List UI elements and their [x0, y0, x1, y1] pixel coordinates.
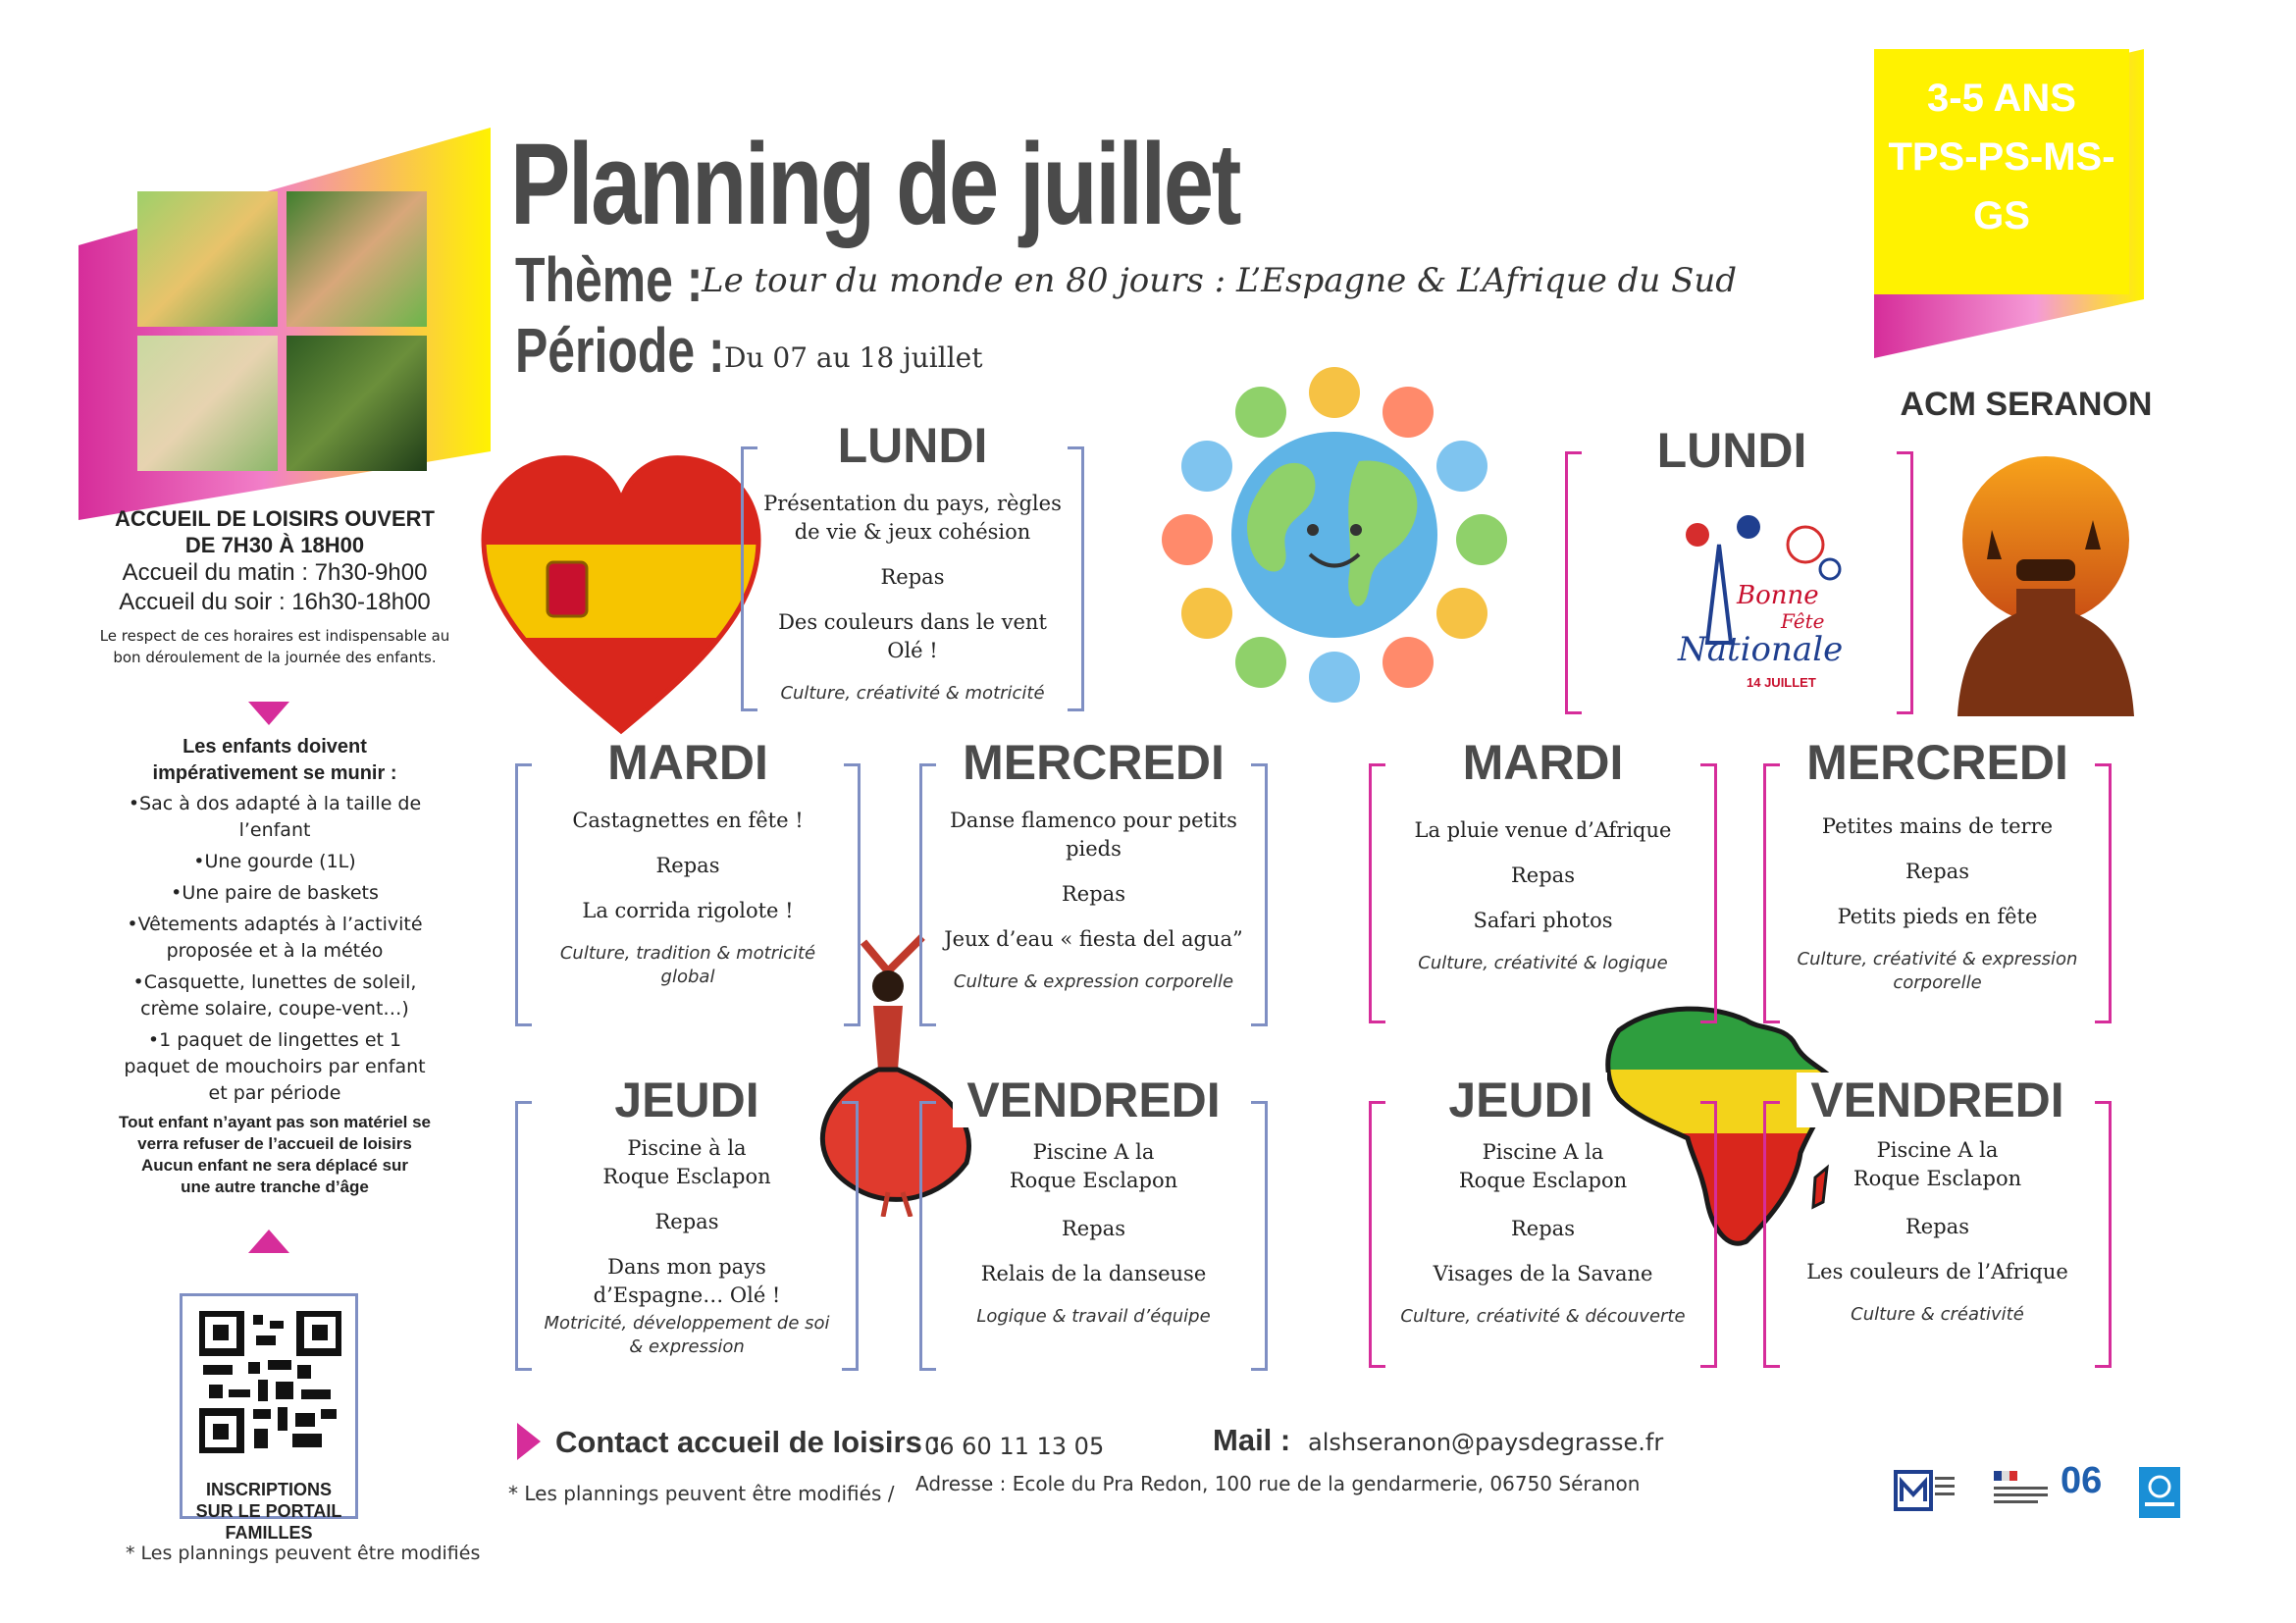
- hours-title-2: DE 7H30 À 18H00: [184, 533, 365, 557]
- day-box-mardi-2: [1369, 735, 1717, 1023]
- departement-06-logo: 06: [2061, 1460, 2103, 1501]
- bring-item: •Casquette, lunettes de soleil, crème solaire, coupe-vent…): [132, 971, 417, 1020]
- day-name: JEUDI: [1435, 1073, 1606, 1127]
- triangle-down-icon: [248, 702, 289, 727]
- activity-note: Culture, tradition & motricité global: [559, 943, 816, 987]
- activity-afternoon: Jeux d’eau « fiesta del agua”: [944, 927, 1243, 951]
- africa-silhouette-illustration: [1918, 442, 2173, 716]
- spain-heart-illustration: [479, 446, 763, 751]
- activity-morning: Piscine à la Roque Esclapon: [602, 1136, 771, 1188]
- activity-repas: Repas: [1511, 1217, 1575, 1240]
- fete-word-2: Fête: [1781, 609, 1825, 633]
- activity-morning: Castagnettes en fête !: [572, 809, 804, 832]
- photo-child-1: [137, 191, 278, 327]
- day-name: LUNDI: [1644, 423, 1821, 478]
- triangle-right-icon: [517, 1423, 541, 1460]
- activity-repas: Repas: [880, 565, 945, 589]
- day-name: MARDI: [594, 735, 782, 790]
- contact-phone[interactable]: 06 60 11 13 05: [924, 1433, 1105, 1460]
- activity-afternoon: Des couleurs dans le vent Olé !: [778, 610, 1047, 662]
- activity-note: Logique & travail d’équipe: [976, 1306, 1211, 1327]
- photo-collage: [137, 191, 427, 471]
- evening-hours: Accueil du soir : 16h30-18h00: [119, 589, 431, 615]
- age-badge: [1874, 49, 2129, 294]
- morning-hours: Accueil du matin : 7h30-9h00: [122, 559, 428, 586]
- day-box-vendredi-2: [1763, 1073, 2112, 1368]
- activity-afternoon: Dans mon pays d’Espagne… Olé !: [593, 1255, 781, 1307]
- caf-logo-icon: [2139, 1467, 2180, 1518]
- day-box-vendredi-1: [919, 1073, 1268, 1371]
- fete-word-3: Nationale: [1678, 630, 1844, 669]
- photo-children-2: [287, 191, 427, 327]
- day-name: MERCREDI: [949, 735, 1238, 790]
- photo-bikes-4: [287, 336, 427, 471]
- activity-morning: Petites mains de terre: [1821, 814, 2054, 838]
- activity-morning: La pluie venue d’Afrique: [1414, 818, 1672, 842]
- activity-repas: Repas: [1062, 882, 1125, 906]
- activity-afternoon: Petits pieds en fête: [1837, 905, 2038, 928]
- qr-code-icon[interactable]: [199, 1311, 341, 1453]
- day-box-mardi-1: [515, 735, 861, 1026]
- activity-afternoon: Safari photos: [1473, 909, 1613, 932]
- day-box-lundi-2: [1565, 423, 1913, 714]
- age-warning: Aucun enfant ne sera déplacé sur une autre tranche d’âge: [140, 1156, 409, 1196]
- activity-afternoon: Les couleurs de l’Afrique: [1806, 1260, 2068, 1283]
- bring-items: [118, 791, 432, 1107]
- activity-afternoon: Visages de la Savane: [1433, 1262, 1653, 1285]
- sidebar-footnote: * Les plannings peuvent être modifiés: [126, 1543, 481, 1564]
- day-box-lundi-1: [741, 418, 1084, 711]
- bring-item: •Une paire de baskets: [171, 882, 379, 904]
- day-box-mercredi-2: [1763, 735, 2112, 1023]
- theme-value: Le tour du monde en 80 jours : L’Espagne & L’Afrique du Sud: [702, 261, 1738, 300]
- bring-item: •Vêtements adaptés à l’activité proposée et à la météo: [127, 914, 423, 962]
- triangle-up-icon: [248, 1230, 289, 1255]
- activity-morning: Piscine A la Roque Esclapon: [1852, 1138, 2022, 1190]
- age-badge-line1: 3-5 ANS: [1927, 77, 2076, 120]
- footer-note: * Les plannings peuvent être modifiés /: [508, 1482, 895, 1505]
- age-badge-line2: TPS-PS-MS-: [1888, 135, 2115, 179]
- activity-note: Culture & créativité: [1851, 1304, 2024, 1325]
- periode-value: Du 07 au 18 juillet: [724, 341, 983, 374]
- footer-address: Adresse : Ecole du Pra Redon, 100 rue de la gendarmerie, 06750 Séranon: [915, 1472, 1641, 1495]
- qr-box[interactable]: [180, 1293, 358, 1543]
- day-name: LUNDI: [824, 418, 1002, 473]
- material-warning: Tout enfant n’ayant pas son matériel se verra refuser de l’accueil de loisirs: [118, 1113, 432, 1153]
- activity-repas: Repas: [1905, 860, 1969, 883]
- msa-logo-icon: [1894, 1467, 1957, 1516]
- activity-afternoon: Relais de la danseuse: [980, 1262, 1207, 1285]
- day-name: MERCREDI: [1793, 735, 2082, 790]
- theme-label: Thème :: [515, 244, 704, 315]
- globe-hands-illustration: [1148, 353, 1521, 707]
- contact-label: Contact accueil de loisirs :: [555, 1425, 941, 1459]
- bring-item: •Sac à dos adapté à la taille de l’enfant: [128, 793, 422, 841]
- activity-note: Culture, créativité & expression corporelle: [1797, 949, 2078, 993]
- activity-note: Motricité, développement de soi & expression: [544, 1313, 830, 1357]
- inscriptions-label[interactable]: INSCRIPTIONS SUR LE PORTAIL FAMILLES: [195, 1480, 342, 1543]
- activity-afternoon: La corrida rigolote !: [582, 899, 794, 922]
- bring-item: •1 paquet de lingettes et 1 paquet de mouchoirs par enfant et par période: [124, 1029, 426, 1104]
- day-name: JEUDI: [600, 1073, 772, 1127]
- activity-note: Culture, créativité & logique: [1418, 953, 1668, 973]
- activity-morning: Piscine A la Roque Esclapon: [1458, 1140, 1628, 1192]
- bring-title: Les enfants doivent impérativement se munir :: [152, 736, 397, 784]
- fete-word-1: Bonne: [1737, 581, 1819, 610]
- activity-repas: Repas: [1062, 1217, 1125, 1240]
- spain-coat-of-arms-icon: [548, 562, 587, 616]
- age-badge-line3: GS: [1973, 194, 2030, 237]
- hours-respect-note: Le respect de ces horaires est indispensable au bon déroulement de la journée des enfants.: [99, 627, 450, 666]
- day-box-jeudi-1: [515, 1073, 859, 1371]
- activity-morning: Piscine A la Roque Esclapon: [1009, 1140, 1178, 1192]
- bring-list: [78, 734, 471, 1198]
- activity-note: Culture, créativité & motricité: [780, 683, 1045, 704]
- activity-repas: Repas: [1511, 864, 1575, 887]
- day-name: MARDI: [1449, 735, 1638, 790]
- day-name: VENDREDI: [953, 1073, 1233, 1127]
- elephant-icon: [2016, 559, 2075, 581]
- fete-date: 14 JUILLET: [1747, 675, 1816, 690]
- opening-hours: [78, 505, 471, 668]
- activity-morning: Danse flamenco pour petits pieds: [950, 809, 1237, 861]
- day-box-mercredi-1: [919, 735, 1268, 1026]
- acm-title: ACM SERANON: [1900, 386, 2153, 423]
- activity-note: Culture & expression corporelle: [953, 971, 1234, 992]
- day-box-jeudi-2: [1369, 1073, 1717, 1368]
- periode-label: Période :: [515, 315, 725, 386]
- photo-child-3: [137, 336, 278, 471]
- activity-morning: Présentation du pays, règles de vie & jeux cohésion: [763, 492, 1062, 544]
- bring-item: •Une gourde (1L): [193, 851, 356, 872]
- page-title: Planning de juillet: [510, 120, 1240, 249]
- day-name: VENDREDI: [1797, 1073, 2077, 1127]
- activity-repas: Repas: [654, 1210, 719, 1233]
- activity-repas: Repas: [1905, 1215, 1969, 1238]
- activity-note: Culture, créativité & découverte: [1400, 1306, 1686, 1327]
- hours-title-1: ACCUEIL DE LOISIRS OUVERT: [115, 506, 435, 531]
- mail-address[interactable]: alshseranon@paysdegrasse.fr: [1308, 1429, 1664, 1456]
- activity-repas: Repas: [655, 854, 720, 877]
- ministere-logo-icon: [1992, 1469, 2056, 1516]
- mail-label: Mail :: [1213, 1423, 1291, 1457]
